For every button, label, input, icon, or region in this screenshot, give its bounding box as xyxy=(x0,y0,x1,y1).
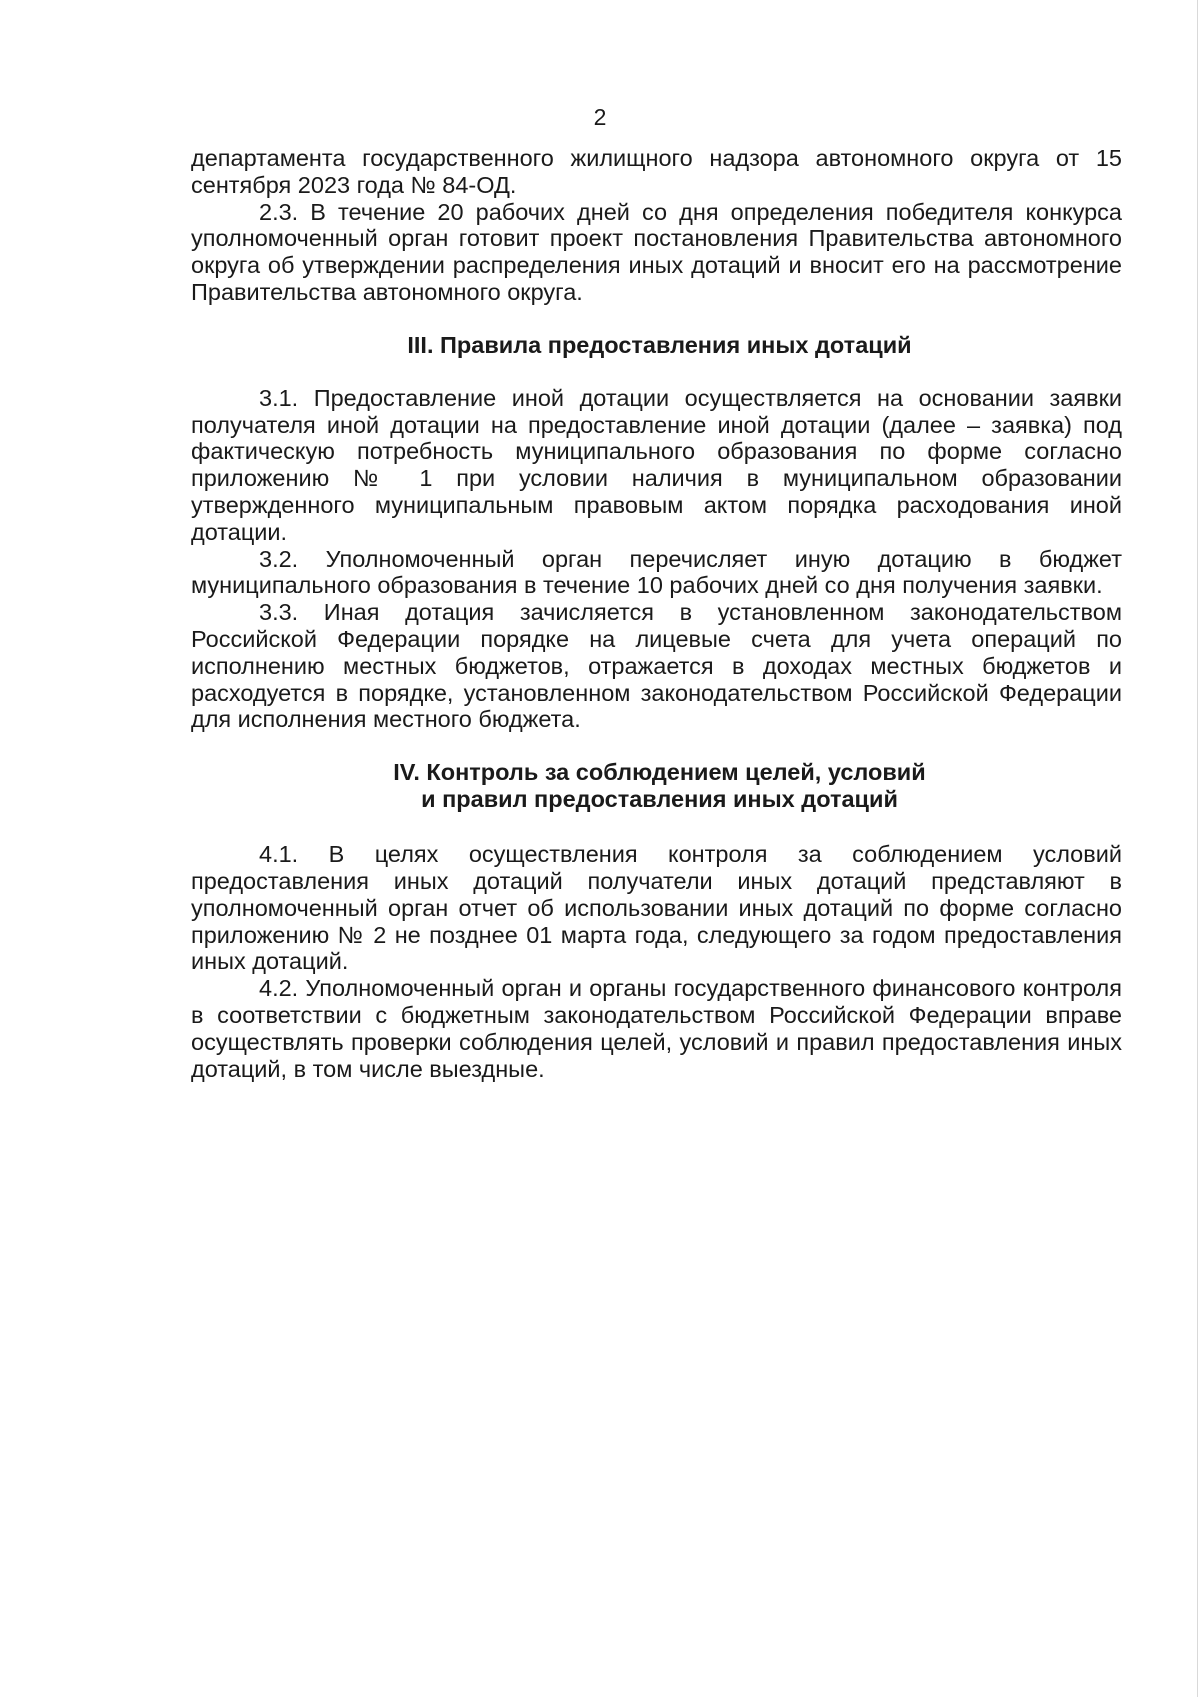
paragraph-2-3: 2.3. В течение 20 рабочих дней со дня определения победителя конкурса уполномоченный орган готовит проект постановления Правительства автономного округа об утверждении распределения иных дотаций и вносит его на рассмотрение Правительства автономного округа. xyxy=(191,198,1122,305)
page-number: 2 xyxy=(593,104,607,130)
paragraph-4-2: 4.2. Уполномоченный орган и органы государственного финансового контроля в соответствии с бюджетным законодательством Российской Федерации вправе осуществлять проверки соблюдения целей, условий и правил предоставления иных дотаций, в том числе выездные. xyxy=(191,975,1122,1082)
paragraph-3-2: 3.2. Уполномоченный орган перечисляет иную дотацию в бюджет муниципального образования в течение 10 рабочих дней со дня получения заявки. xyxy=(191,545,1122,599)
paragraph-3-3: 3.3. Иная дотация зачисляется в установленном законодательством Российской Федерации порядке на лицевые счета для учета операций по исполнению местных бюджетов, отражается в доходах местных бюджетов и расходуется в порядке, установленном законодательством Российской Федерации для исполнения местного бюджета. xyxy=(191,599,1122,733)
section-4-title-line-1: IV. Контроль за соблюдением целей, условий xyxy=(393,759,926,786)
section-4-title-line-2: и правил предоставления иных дотаций xyxy=(421,786,898,813)
section-4-title xyxy=(191,759,1122,813)
document-body xyxy=(191,145,1122,1082)
paragraph-4-1: 4.1. В целях осуществления контроля за соблюдением условий предоставления иных дотаций получатели иных дотаций представляют в уполномоченный орган отчет об использовании иных дотаций по форме согласно приложению № 2 не позднее 01 марта года, следующего за годом предоставления иных дотаций. xyxy=(191,841,1122,975)
page-edge xyxy=(1197,0,1198,1697)
paragraph-continuation: департамента государственного жилищного надзора автономного округа от 15 сентября 2023 года № 84-ОД. xyxy=(191,145,1122,198)
section-3-title: III. Правила предоставления иных дотаций xyxy=(407,331,912,358)
paragraph-3-1: 3.1. Предоставление иной дотации осуществляется на основании заявки получателя иной дотации на предоставление иной дотации (далее – заявка) под фактическую потребность муниципального образования по форме согласно приложению № 1 при условии наличия в муниципальном образовании утвержденного муниципальным правовым актом порядка расходования иной дотации. xyxy=(191,384,1122,545)
